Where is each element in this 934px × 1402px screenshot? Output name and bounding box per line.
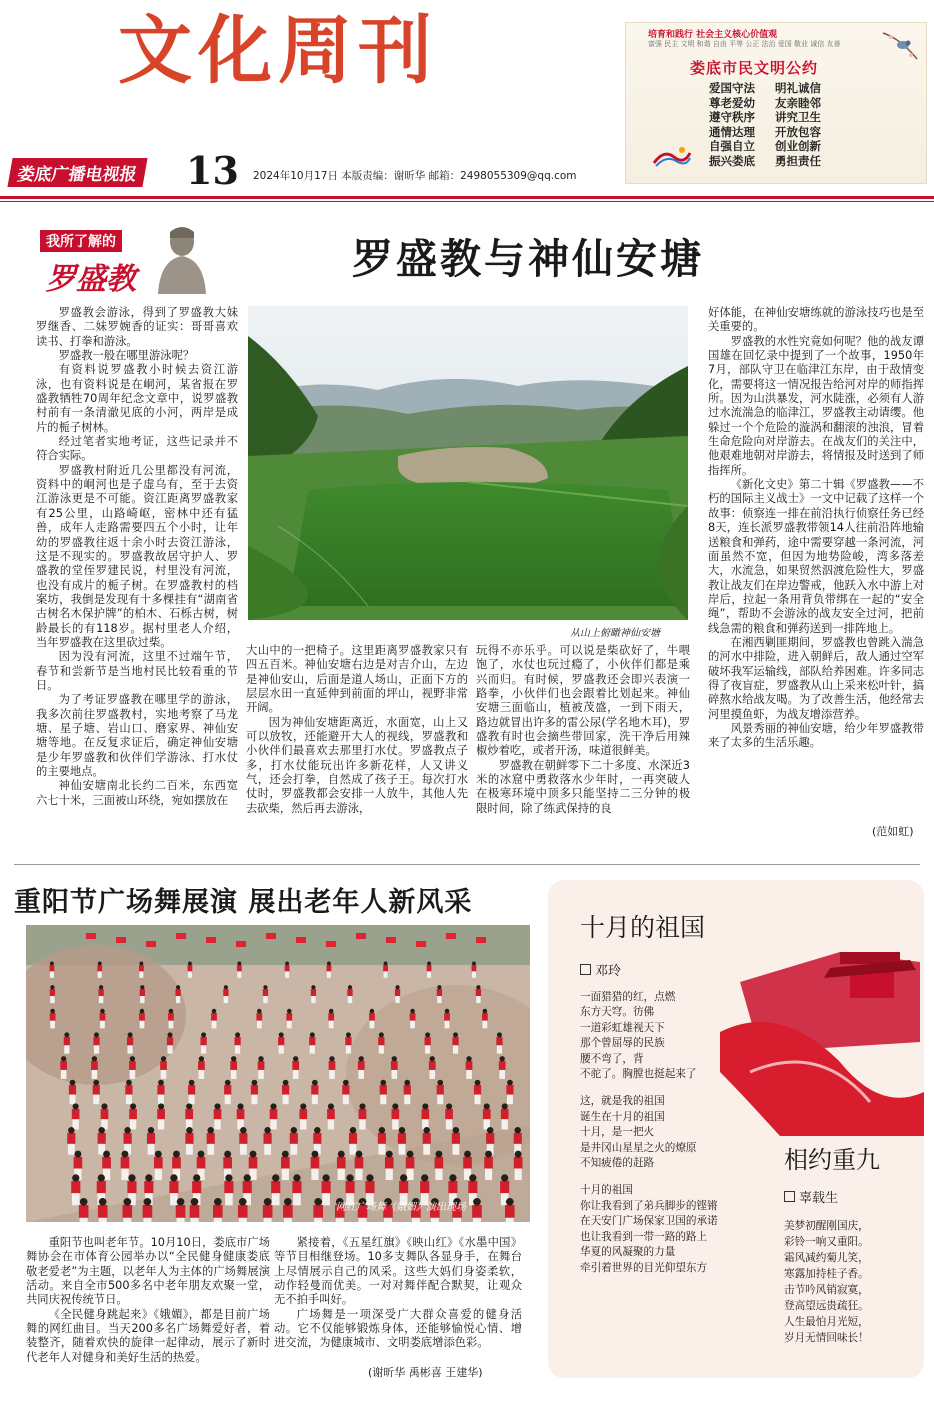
dancer: [514, 1127, 522, 1155]
civic-convention-panel: [625, 22, 927, 184]
dancer: [358, 1056, 365, 1079]
dancer: [140, 985, 145, 1003]
dancer: [437, 985, 442, 1003]
dancer: [157, 1103, 165, 1129]
dancer: [474, 1080, 481, 1104]
dancer: [445, 1103, 453, 1129]
dancer: [342, 1080, 349, 1104]
square-dance-photo-image: [26, 925, 530, 1222]
dancer: [452, 1127, 460, 1155]
dancer: [129, 1056, 136, 1079]
article2-headline: 重阳节广场舞展演 展出老年人新风采: [14, 887, 473, 918]
dancer: [309, 1032, 315, 1053]
dancer: [380, 1080, 387, 1104]
dancer: [185, 1127, 193, 1155]
dancer: [185, 1103, 193, 1129]
paragraph: 好体能，在神仙安塘练就的游泳技巧也是至关重要的。: [708, 306, 924, 334]
dancer: [176, 1198, 186, 1222]
civic-item: 爱国守法: [709, 81, 755, 95]
civic-item: 创业创新: [775, 139, 821, 154]
dancer: [121, 1151, 130, 1180]
dancer: [175, 985, 180, 1003]
dancer: [101, 1103, 109, 1129]
statue-icon: [152, 224, 208, 294]
poem-line: 不知疲倦的赶路: [580, 1157, 655, 1170]
square-dance-photo-caption: 网红广场舞《娥媚》演出现场: [336, 1202, 466, 1213]
civic-title: 娄底市民文明公约: [690, 59, 819, 77]
article2-column-1: [26, 1236, 270, 1365]
dancer: [143, 1198, 153, 1222]
dancer: [355, 1151, 364, 1180]
dancer: [139, 1009, 145, 1029]
dancer: [263, 1198, 273, 1222]
paragraph: 因为没有河流，这里不过端午节，春节和尝新节是当地村民比较看重的节日。: [36, 650, 238, 692]
dancer: [398, 1127, 406, 1155]
author-marker-icon: [784, 1191, 795, 1202]
dancer: [91, 1056, 98, 1079]
issue-info: 2024年10月17日 本版责编：谢昕华 邮箱：2498055309@qq.com: [253, 170, 577, 182]
dancer: [168, 1009, 174, 1029]
poem-line: 那个曾屈辱的民族: [580, 1037, 665, 1050]
poem-line: 是井冈山星星之火的燎原: [580, 1141, 697, 1154]
dancer: [188, 1080, 195, 1104]
dancer: [369, 1009, 375, 1029]
dancer: [93, 1080, 100, 1104]
dancer: [281, 1151, 290, 1180]
dancer: [345, 1032, 351, 1053]
dancer: [429, 1056, 436, 1079]
dancer: [329, 1056, 336, 1079]
dancer: [299, 1103, 307, 1129]
poem-line: 这，就是我的祖国: [580, 1095, 665, 1108]
poem1-title: 十月的祖国: [580, 913, 706, 942]
civic-item: 遵守秩序: [709, 110, 755, 125]
dancer: [98, 985, 103, 1003]
paragraph: 《新化文史》第二十辑《罗盛教——不朽的国际主义战士》一文中记载了这样一个故事：侦察连一排在前沿执行侦察任务已经8天，连长派罗盛教带领14人往前沿阵地输送粮食和弹药，途中需要穿越一条河流，河面虽然不宽，但因为地势险峻，湾多落差大，水流急，如果贸然泅渡危险性大，罗盛教让战友们在岸边警戒，他跃入水中游上对岸后，拉起一条用背负带绑在一起的“安全绳”，帮助不会游泳的战友安全过河，把前线急需的粮食和弹药送到一排阵地上。: [708, 478, 924, 635]
dancer: [282, 1080, 289, 1104]
civic-item: 勇担责任: [775, 153, 821, 168]
dancer: [466, 1056, 473, 1079]
civic-slogan: 培育和践行 社会主义核心价值观: [648, 30, 778, 40]
dancer: [506, 1080, 513, 1104]
dancer: [154, 1151, 163, 1180]
column-badge-label: 我所了解的: [40, 230, 122, 252]
dancer: [435, 1151, 444, 1180]
civic-item: 自强自立: [709, 139, 755, 154]
dancer: [286, 1009, 292, 1029]
dancer: [359, 1103, 367, 1129]
paragraph: 有资料说罗盛教小时候去资江游泳，也有资料说是在峒河，某省报在罗盛教牺牲70周年纪念文章中，说罗盛教村前有一条清澈见底的小河，两岸是成片的栀子树林。: [36, 363, 238, 434]
poem-line: 十月，是一把火: [580, 1126, 655, 1139]
paragraph: 紧接着，《五星红旗》《映山红》《水墨中国》等节目相继登场。10多支舞队各显身手，在舞台上尽情展示自己的风采。这些大妈们身姿柔软，动作轻曼而优美。一对对舞伴配合默契，让观众无不拍手叫好。: [274, 1236, 522, 1307]
poem-line: 牵引着世界的目光仰望东方: [580, 1261, 708, 1274]
civic-item: 振兴娄底: [709, 153, 755, 168]
dancer: [157, 1080, 164, 1104]
dancer: [213, 1198, 223, 1222]
civic-row: [709, 81, 841, 96]
poem-line: 一道彩虹雄视天下: [580, 1021, 665, 1034]
poem-stanza: [580, 990, 718, 1082]
dancer: [263, 1127, 271, 1155]
dancer: [311, 1151, 320, 1180]
dancer: [198, 1056, 205, 1079]
masthead-title: 文化周刊: [118, 8, 438, 94]
dancer: [79, 1198, 89, 1222]
paragraph: 罗盛教在朝鲜零下二十多度、水深近3米的冰窟中勇救落水少年时，一再突破人在极寒环境中顶多只能坚持二三分钟的极限时间，除了练武保持的良: [476, 758, 690, 815]
gate-tower-icon: [720, 922, 924, 1136]
article2-column-2: [274, 1236, 522, 1351]
dancer: [64, 1032, 70, 1053]
dancer: [483, 1103, 491, 1129]
dancer: [327, 961, 332, 977]
dancer: [311, 985, 316, 1003]
dancer: [423, 1127, 431, 1155]
dancer: [499, 1056, 506, 1079]
dancer: [496, 1032, 502, 1053]
dancer: [327, 1103, 335, 1129]
dancer: [395, 985, 400, 1003]
masthead-rule: [0, 196, 934, 199]
dancer: [98, 1198, 108, 1222]
paragraph: 广场舞是一项深受广大群众喜爱的健身活动。它不仅能够锻炼身体，还能够愉悦心情、增进交流，为健康城市、文明娄底增添色彩。: [274, 1307, 522, 1350]
dancer: [347, 985, 352, 1003]
dancer: [239, 1127, 247, 1155]
poem-line: 人生最怕月光短，: [784, 1316, 869, 1328]
poem2-author-name: 辜载生: [799, 1191, 839, 1206]
dancer: [207, 1127, 215, 1155]
dancer: [124, 1127, 132, 1155]
dancer: [452, 1032, 458, 1053]
civic-row: [709, 96, 841, 111]
dancer: [230, 1056, 237, 1079]
dancer: [237, 1103, 245, 1129]
poem-line: 寒露加持桂子香。: [784, 1268, 869, 1280]
dancer: [292, 1056, 299, 1079]
dancer: [472, 961, 477, 977]
poem-line: 东方天穹。彷佛: [580, 1006, 655, 1019]
poem-line: 不驼了。胸膛也挺起来了: [580, 1068, 697, 1081]
masthead-rule-thin: [0, 201, 934, 202]
article1-headline: 罗盛教与神仙安塘: [352, 235, 704, 283]
poem-line: 华夏的风凝聚的力量: [580, 1246, 676, 1259]
poem-line: 在天安门广场保家卫国的承诺: [580, 1215, 718, 1228]
dancer: [271, 1174, 280, 1205]
poem2-author: [784, 1187, 838, 1206]
dancer: [422, 1103, 430, 1129]
landscape-photo: [248, 306, 688, 620]
dancer: [190, 1198, 200, 1222]
dancer: [505, 1198, 515, 1222]
dancer: [125, 1080, 132, 1104]
civic-values: 富强 民主 文明 和谐 自由 平等 公正 法治 爱国 敬业 诚信 友善: [648, 40, 841, 48]
poem-line: 登高望远贵疏狂。: [784, 1300, 869, 1312]
dancer: [214, 1103, 222, 1129]
dancer: [67, 1127, 75, 1155]
dancer: [270, 1103, 278, 1129]
dancer: [378, 1032, 384, 1053]
dancer: [476, 985, 481, 1003]
dancer: [127, 1032, 133, 1053]
dancer: [313, 1198, 323, 1222]
dancer: [311, 1080, 318, 1104]
square-dance-photo: [26, 925, 530, 1222]
dancer: [283, 1198, 293, 1222]
poem-line: 岁月无情回味长！: [784, 1332, 869, 1344]
civic-row: [709, 125, 841, 140]
column-badge-name: 罗盛教: [46, 262, 136, 297]
paragraph: 罗盛教一般在哪里游泳呢？: [58, 349, 195, 363]
civic-row: [709, 110, 841, 125]
paragraph: 重阳节也叫老年节。10月10日，娄底市广场舞协会在市体育公园举办以“全民健身健康娄底 敬老爱老”为主题，以老年人为主体的广场舞展演活动。来自全市500多名中老年朋友欢聚一堂，共同庆祝传统节日。: [26, 1236, 270, 1307]
poem-line: 美梦初醒刚国庆，: [784, 1220, 869, 1232]
dancer: [410, 1009, 416, 1029]
dancer: [147, 1127, 155, 1155]
paragraph: 《全民健身跳起来》《娥媚》，都是目前广场舞的网红曲目。当天200多名广场舞爱好者，着装整齐，随着欢快的旋律一起律动，展示了新时代老年人对健身和美好生活的热爱。: [26, 1307, 270, 1364]
dancer: [188, 961, 193, 977]
dancer: [97, 961, 102, 977]
bird-branch-icon: [881, 29, 919, 65]
article2-byline: (谢昕华 禹彬喜 王建华): [368, 1366, 483, 1379]
paragraph: 在湘西剿匪期间，罗盛教也曾跳入湍急的河水中排险，进入朝鲜后，敌人通过空军破坏我军运输线，部队给养困难。许多同志得了夜盲症，罗盛教从山上采来松叶针，搞碎熬水给战友喝。为了改善生活，他经常去河里摸鱼虾，为战友增添营养。: [708, 635, 924, 721]
civic-row: [709, 139, 841, 154]
dancer: [71, 1174, 80, 1205]
dancer: [378, 1127, 386, 1155]
dancer: [238, 1198, 248, 1222]
dancer: [486, 1127, 494, 1155]
civic-row: [709, 154, 841, 169]
dancer: [223, 985, 228, 1003]
paragraph: 经过笔者实地考证，这些记录并不符合实际。: [36, 435, 238, 463]
section-divider: [14, 864, 920, 865]
poem1-body: [580, 990, 718, 1288]
article1-byline: (范如虹): [872, 825, 914, 838]
dancer: [501, 1103, 509, 1129]
article1-column-3: [476, 644, 690, 816]
paragraph: 因为神仙安塘距离近，水面宽，山上又可以放牧，还能避开大人的视线，罗盛教和小伙伴们最喜欢去那里打水仗。罗盛教点子多，打水仗能玩出许多新花样，人又讲义气，还会打拳，自然成了孩子王。每次打水仗时，罗盛教都会安排一人放牛，其他人先去砍柴，然后再去游泳，: [246, 715, 468, 815]
dancer: [290, 1127, 298, 1155]
poem1-author: [580, 960, 621, 979]
dancer: [285, 961, 290, 977]
dancer: [514, 1151, 523, 1180]
paragraph: 大山中的一把椅子。这里距离罗盛教家只有四五百米。神仙安塘右边是对吉介山，左边是神仙安山，后面是道人场山，正面下方的层层水田一直延伸到前面的坪山，视野非常开阔。: [246, 644, 468, 715]
civic-item: 明礼诚信: [775, 81, 821, 95]
dancer: [50, 1009, 56, 1029]
poem-line: 击节吟风销寂寞，: [784, 1284, 869, 1296]
column-badge: [36, 224, 206, 297]
landscape-photo-caption: 从山上俯瞰神仙安塘: [570, 628, 660, 639]
dancer: [313, 1127, 321, 1155]
civic-item: 开放包容: [775, 124, 821, 139]
poem2-body: [784, 1218, 869, 1346]
dancer: [258, 1056, 265, 1079]
dancer: [160, 1056, 167, 1079]
dancer: [385, 1151, 394, 1180]
dancer: [72, 1103, 80, 1129]
dancer: [60, 1056, 67, 1079]
dancer: [404, 1080, 411, 1104]
dancer: [211, 1009, 217, 1029]
poem-line: 诞生在十月的祖国: [580, 1110, 665, 1123]
author-marker-icon: [580, 964, 591, 975]
dancer: [349, 1127, 357, 1155]
dancer: [406, 1151, 415, 1180]
dancer: [251, 1080, 258, 1104]
dancer: [123, 1198, 133, 1222]
poem-line: 彩铃一响又重阳。: [784, 1236, 869, 1248]
civic-item: 尊老爱幼: [709, 95, 755, 110]
dancer: [322, 1174, 331, 1205]
dancer: [100, 1009, 106, 1029]
paragraph: 罗盛教村附近几公里都没有河流，资料中的峒河也是子虚乌有，至于去资江游泳更是不可能。资江距离罗盛教家有25公里，山路崎岖，密林中还有猛兽，成年人走路需要四五个小时，让年幼的罗盛教往返十余小时去资江游泳，这是不现实的。罗盛教故居守护人、罗盛教的堂侄罗建民说，村里没有河流，也没有成片的栀子树。在罗盛教村的档案坊，我倒是发现有十多棵挂有“湖南省古树名木保护牌”的柏木、石栎古树，树龄最长的有118岁。据村里老人介绍，当年罗盛教在这里砍过柴。: [36, 463, 238, 649]
civic-rows: [709, 81, 841, 169]
article1-column-1: [36, 306, 238, 808]
dancer: [98, 1127, 106, 1155]
paragraph: 为了考证罗盛教在哪里学的游泳，我多次前往罗盛教村，实地考察了马龙塘、星子塘、岩山口、磨家界、神仙安塘等地。在反复求证后，确定神仙安塘是少年罗盛教和伙伴们学游泳、打水仗的主要地点。: [36, 693, 238, 778]
paragraph: 罗盛教的水性究竟如何呢？他的战友谭国雄在回忆录中提到了一个故事，1950年7月，部队守卫在临津江东岸，由于敌情变化，需要将这一情况报告给河对岸的师指挥所。因为山洪暴发，河水陡涨，必须有人游过水流湍急的临津江，罗盛教主动请缨。他躲过一个个危险的漩涡和翻滚的浊浪，冒着生命危险向对岸游去。在战友们的关注中，他艰难地朝对岸游去，将情报及时送到了师指挥所。: [708, 334, 924, 477]
poem-line: 十月的祖国: [580, 1184, 633, 1197]
dancer: [234, 1032, 240, 1053]
dancer: [425, 1032, 431, 1053]
civic-item: 通情达理: [709, 124, 755, 139]
dancer: [427, 961, 432, 977]
dancer: [49, 961, 54, 977]
poem-stanza: [580, 1094, 718, 1171]
dancer: [200, 1032, 206, 1053]
dancer: [139, 961, 144, 977]
article1-column-4: [708, 306, 924, 751]
poem1-author-name: 邓玲: [595, 964, 622, 979]
dancer: [444, 1009, 450, 1029]
poem-line: 霜风减约菊儿笑，: [784, 1252, 869, 1264]
dancer: [392, 1103, 400, 1129]
dancer: [224, 1174, 233, 1205]
dancer: [484, 1151, 493, 1180]
poem-line: 你让我看到了弟兵脚步的铿锵: [580, 1199, 718, 1212]
civic-logo-icon: [652, 145, 692, 169]
dancer: [278, 1032, 284, 1053]
dancer: [50, 985, 55, 1003]
dancer: [129, 1103, 137, 1129]
dancer: [437, 1080, 444, 1104]
dancer: [472, 1198, 482, 1222]
dancer: [93, 1032, 99, 1053]
dancer: [224, 1080, 231, 1104]
poem-line: 也让我看到一带一路的路上: [580, 1230, 708, 1243]
dancer: [482, 1009, 488, 1029]
page-number: 13: [186, 148, 239, 193]
dancer: [256, 1009, 262, 1029]
paragraph: 神仙安塘南北长约二百米，东西宽六七十米，三面被山环绕，宛如摆放在: [36, 779, 238, 807]
dancer: [383, 961, 388, 977]
dancer: [391, 1056, 398, 1079]
dancer: [69, 1080, 76, 1104]
article1-column-2: [246, 644, 468, 816]
poem-line: 腰不弯了，背: [580, 1052, 644, 1065]
dancer: [167, 1032, 173, 1053]
poem2-title: 相约重九: [784, 1146, 880, 1174]
poem-line: 一面猎猎的红，点燃: [580, 991, 676, 1003]
dancer: [237, 961, 242, 977]
paragraph: 玩得不亦乐乎。可以说是柴砍好了，牛喂饱了，水仗也玩过瘾了，小伙伴们都是乘兴而归。有时候，罗盛教还会即兴表演一路拳，小伙伴们也会跟着比划起来。神仙安塘三面临山，植被茂盛，一到下雨天，路边就冒出许多的雷公尿(学名地木耳)，罗盛教有时也会摘些带回家，洗干净后用辣椒炒着吃，或者开汤，味道很鲜美。: [476, 644, 690, 758]
dancer: [249, 1151, 258, 1180]
landscape-photo-image: [248, 306, 688, 620]
dancer: [263, 985, 268, 1003]
paragraph: 风景秀丽的神仙安塘，给少年罗盛教带来了太多的生活乐趣。: [708, 721, 924, 750]
dancer: [328, 1009, 334, 1029]
poem-stanza: [580, 1183, 718, 1275]
dancer: [292, 1174, 301, 1205]
civic-item: 讲究卫生: [775, 110, 821, 125]
paper-name: 娄底广播电视报: [7, 158, 147, 187]
dancer: [337, 1151, 346, 1180]
civic-item: 友亲睦邻: [775, 95, 821, 110]
paragraph: 罗盛教会游泳，得到了罗盛教大妹罗继香、二妹罗婉香的证实：哥哥喜欢读书、打拳和游泳。: [36, 306, 238, 348]
